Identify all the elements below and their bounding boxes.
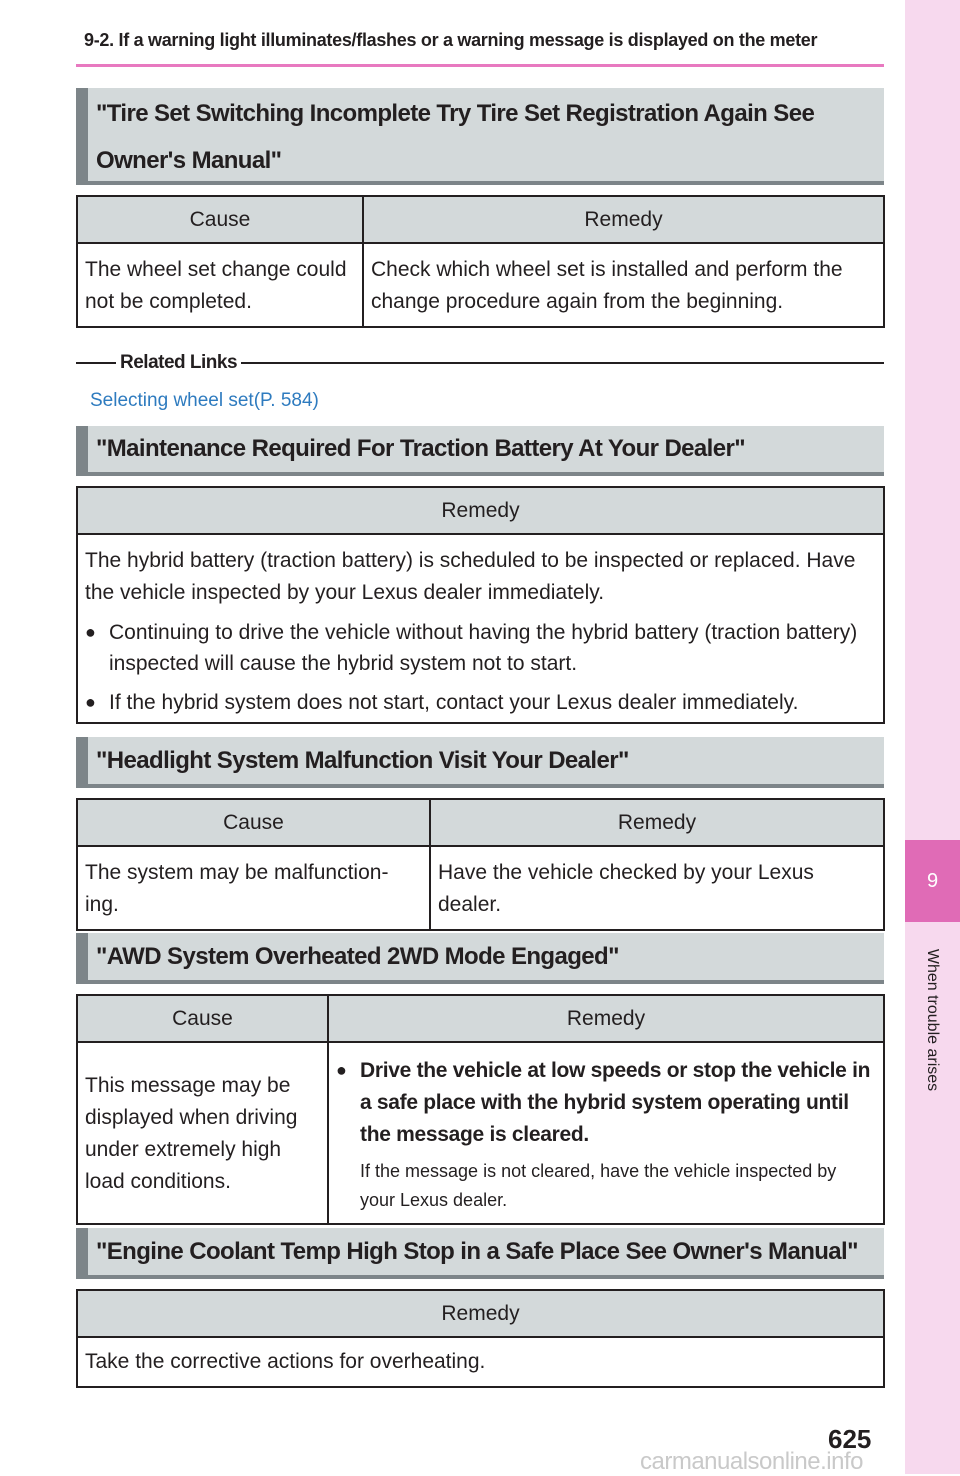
- chapter-side-tab: [905, 0, 960, 1474]
- bullet-icon: ●: [85, 692, 96, 712]
- cause-cell: The system may be malfunction-ing.: [77, 846, 430, 930]
- list-item: [85, 617, 875, 679]
- remedy-cell: Check which wheel set is installed and perform the change procedure again from the beginning.: [363, 243, 884, 327]
- cause-header: Cause: [77, 995, 328, 1042]
- chapter-number-tab[interactable]: 9: [905, 840, 960, 922]
- chapter-label: When trouble arises: [924, 948, 941, 1092]
- related-links-heading: [76, 350, 884, 376]
- engine-coolant-table: [76, 1289, 885, 1388]
- remedy-text: The hybrid battery (traction battery) is scheduled to be inspected or replaced. Have the vehicle inspected by your Lexus dealer immediately.: [85, 549, 856, 604]
- related-link-selecting-wheel-set[interactable]: Selecting wheel set(P. 584): [90, 390, 319, 411]
- cause-cell: This message may be displayed when driving under extremely high load conditions.: [77, 1042, 328, 1224]
- page-header-title: 9-2. If a warning light illuminates/flashes or a warning message is displayed on the meter: [84, 30, 818, 50]
- section-title-awd-system: "AWD System Overheated 2WD Mode Engaged": [76, 933, 884, 984]
- headlight-table: [76, 798, 885, 931]
- header-divider: [76, 64, 884, 67]
- section-title-tire-set: "Tire Set Switching Incomplete Try Tire Set Registration Again See Owner's Manual": [76, 88, 884, 185]
- list-item: [85, 687, 875, 718]
- page-number: 625: [828, 1424, 872, 1454]
- remedy-header: Remedy: [363, 196, 884, 243]
- cause-header: Cause: [77, 799, 430, 846]
- remedy-header: Remedy: [430, 799, 884, 846]
- remedy-cell: Have the vehicle checked by your Lexus dealer.: [430, 846, 884, 930]
- cause-cell: The wheel set change could not be completed.: [77, 243, 363, 327]
- awd-system-table: [76, 994, 885, 1225]
- remedy-cell: [77, 534, 884, 723]
- remedy-header: Remedy: [77, 1290, 884, 1337]
- divider: [76, 362, 116, 364]
- traction-battery-table: [76, 486, 885, 724]
- remedy-header: Remedy: [328, 995, 884, 1042]
- section-title-traction-battery: "Maintenance Required For Traction Battery At Your Dealer": [76, 426, 884, 476]
- bullet-icon: ●: [85, 622, 96, 642]
- cause-header: Cause: [77, 196, 363, 243]
- section-title-headlight: "Headlight System Malfunction Visit Your Dealer": [76, 737, 884, 788]
- section-title-engine-coolant: "Engine Coolant Temp High Stop in a Safe Place See Owner's Manual": [76, 1228, 884, 1279]
- divider: [241, 362, 884, 364]
- related-links-title: Related Links: [120, 352, 238, 373]
- remedy-header: Remedy: [77, 487, 884, 534]
- remedy-note: If the message is not cleared, have the vehicle inspected by your Lexus dealer.: [360, 1161, 837, 1210]
- bullet-icon: ●: [336, 1060, 347, 1080]
- bullet-text: Continuing to drive the vehicle without having the hybrid battery (traction battery) inspected will cause the hybrid system not to start.: [109, 621, 858, 675]
- remedy-cell: Take the corrective actions for overheating.: [77, 1337, 884, 1387]
- remedy-cell: [328, 1042, 884, 1224]
- tire-set-table: [76, 195, 885, 328]
- bullet-text: If the hybrid system does not start, contact your Lexus dealer immediately.: [109, 691, 799, 714]
- bullet-text: Drive the vehicle at low speeds or stop the vehicle in a safe place with the hybrid system operating until the message is cleared.: [360, 1059, 871, 1146]
- watermark: carmanualsonline.info: [640, 1448, 863, 1475]
- list-item: [336, 1055, 875, 1151]
